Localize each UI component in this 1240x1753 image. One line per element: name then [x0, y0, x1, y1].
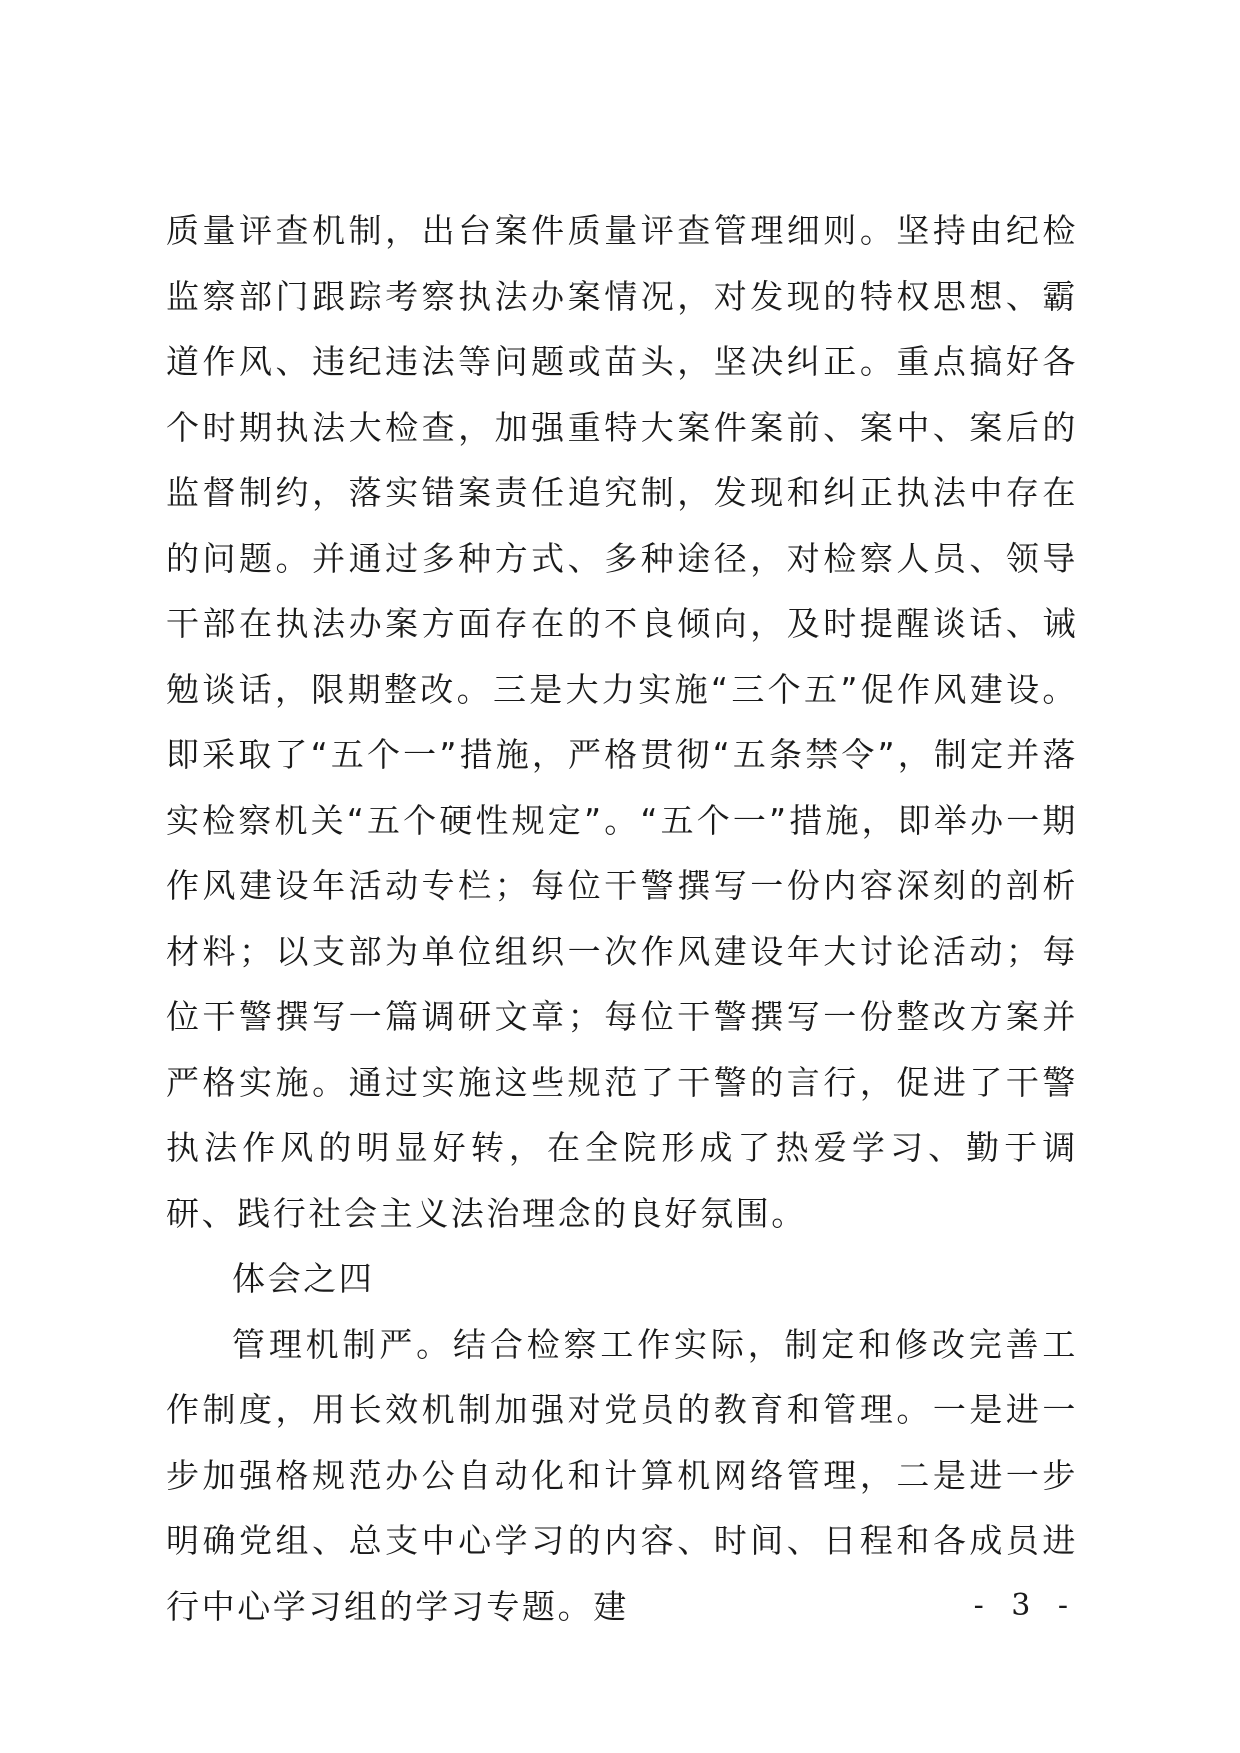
document-body — [166, 198, 1078, 1639]
body-paragraph: 管理机制严。结合检察工作实际，制定和修改完善工作制度，用长效机制加强对党员的教育和管理。一是进一步加强格规范办公自动化和计算机网络管理，二是进一步明确党组、总支中心学习的内容、时间、日程和各成员进行中心学习组的学习专题。建 — [166, 1324, 1078, 1626]
page-number: - 3 - — [973, 1588, 1077, 1623]
body-paragraph-continued: 质量评查机制，出台案件质量评查管理细则。坚持由纪检监察部门跟踪考察执法办案情况，对发现的特权思想、霸道作风、违纪违法等问题或苗头，坚决纠正。重点搞好各个时期执法大检查，加强重特大案件案前、案中、案后的监督制约，落实错案责任追究制，发现和纠正执法中存在的问题。并通过多种方式、多种途径，对检察人员、领导干部在执法办案方面存在的不良倾向，及时提醒谈话、诫勉谈话，限期整改。三是大力实施“三个五”促作风建设。即采取了“五个一”措施，严格贯彻“五条禁令”，制定并落实检察机关“五个硬性规定”。“五个一”措施，即举办一期作风建设年活动专栏；每位干警撰写一份内容深刻的剖析材料；以支部为单位组织一次作风建设年大讨论活动；每位干警撰写一篇调研文章；每位干警撰写一份整改方案并严格实施。通过实施这些规范了干警的言行，促进了干警执法作风的明显好转，在全院形成了热爱学习、勤于调研、践行社会主义法治理念的良好氛围。 — [166, 211, 1078, 1233]
section-heading: 体会之四 — [232, 1259, 375, 1298]
